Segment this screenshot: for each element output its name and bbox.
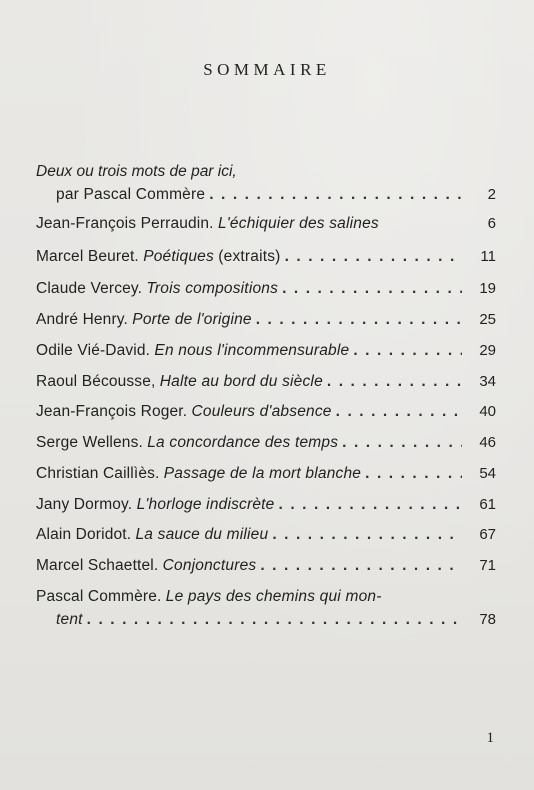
entry-title-continuation: tent <box>56 611 83 628</box>
entry-title: Le pays des chemins qui mon- <box>165 588 382 605</box>
toc-entry <box>36 587 496 630</box>
entry-page-number: 40 <box>479 403 496 420</box>
entry-page-number: 61 <box>479 496 496 513</box>
dot-leader <box>268 525 462 545</box>
entry-title: Poétiques <box>143 248 214 265</box>
toc-entry <box>36 464 496 484</box>
toc-entry <box>36 556 496 576</box>
entry-author: André Henry. <box>36 311 128 328</box>
entry-page-number: 6 <box>487 215 496 232</box>
entry-page-number: 78 <box>479 611 496 628</box>
toc-entry <box>36 214 496 234</box>
page-folio: 1 <box>486 730 494 746</box>
entry-title: Trois compositions <box>146 280 279 297</box>
toc-entry <box>36 341 496 361</box>
entry-page-number: 54 <box>479 465 496 482</box>
dot-leader <box>361 464 462 484</box>
entry-title: Passage de la mort blanche <box>163 465 362 482</box>
dot-leader <box>275 495 462 515</box>
dot-leader <box>338 433 462 453</box>
entry-author: Alain Doridot. <box>36 526 132 543</box>
entry-author: par Pascal Commère <box>56 186 206 203</box>
dot-leader <box>83 610 462 630</box>
entry-author: Serge Wellens. <box>36 434 143 451</box>
entry-author: Jany Dormoy. <box>36 496 133 513</box>
entry-title: L'horloge indiscrète <box>136 496 275 513</box>
entry-title: La concordance des temps <box>147 434 339 451</box>
entry-page-number: 34 <box>479 373 496 390</box>
dot-leader <box>256 556 462 576</box>
toc-entry <box>36 372 496 392</box>
entry-title: Deux ou trois mots de par ici, <box>36 163 237 180</box>
entry-title: Halte au bord du siècle <box>159 373 323 390</box>
entry-author: Jean-François Perraudin. <box>36 215 214 232</box>
page-title: SOMMAIRE <box>203 60 331 79</box>
entry-page-number: 19 <box>479 280 496 297</box>
entry-title: Couleurs d'absence <box>191 403 332 420</box>
entry-title-note: (extraits) <box>218 248 281 265</box>
entry-page-number: 46 <box>479 434 496 451</box>
toc-entry <box>36 495 496 515</box>
dot-leader <box>278 279 462 299</box>
entry-title: En nous l'incommensurable <box>154 342 350 359</box>
dot-leader <box>281 247 462 267</box>
toc-entry <box>36 162 496 205</box>
entry-author: Odile Vié-David. <box>36 342 151 359</box>
entry-page-number: 67 <box>479 526 496 543</box>
dot-leader <box>252 310 462 330</box>
entry-title: La sauce du milieu <box>135 526 269 543</box>
toc-entry <box>36 525 496 545</box>
entry-author: Marcel Beuret. <box>36 248 139 265</box>
dot-leader <box>205 185 462 205</box>
toc-entry <box>36 402 496 422</box>
entry-author: Pascal Commère. <box>36 588 162 605</box>
entry-page-number: 2 <box>487 186 496 203</box>
entry-author: Marcel Schaettel. <box>36 557 159 574</box>
entry-author: Claude Vercey. <box>36 280 143 297</box>
entry-page-number: 71 <box>479 557 496 574</box>
dot-leader <box>332 402 462 422</box>
toc-entry <box>36 310 496 330</box>
dot-leader <box>349 341 462 361</box>
entry-author: Raoul Bécousse, <box>36 373 156 390</box>
entry-page-number: 11 <box>480 248 496 265</box>
entry-title: Conjonctures <box>162 557 257 574</box>
entry-title: Porte de l'origine <box>132 311 252 328</box>
toc-entry <box>36 279 496 299</box>
entry-page-number: 29 <box>479 342 496 359</box>
entry-title: L'échiquier des salines <box>217 215 379 232</box>
toc-entry <box>36 247 496 267</box>
dot-leader <box>323 372 462 392</box>
entry-author: Jean-François Roger. <box>36 403 188 420</box>
entry-author: Christian Caillìès. <box>36 465 160 482</box>
toc-entry <box>36 433 496 453</box>
entry-page-number: 25 <box>479 311 496 328</box>
